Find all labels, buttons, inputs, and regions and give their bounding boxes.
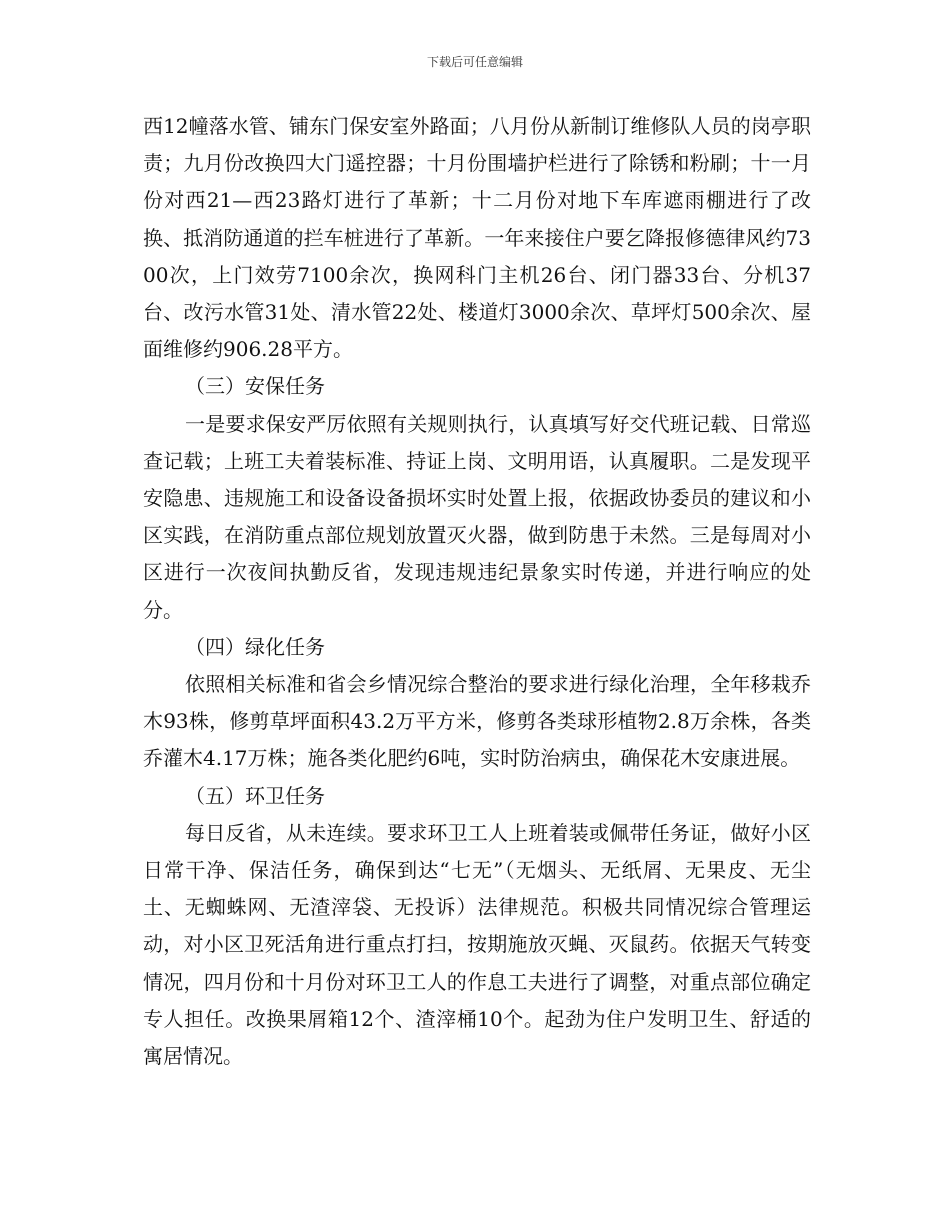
section-heading-greening: （四）绿化任务	[185, 634, 325, 659]
paragraph-maintenance-summary: 西12幢落水管、铺东门保安室外路面；八月份从新制订维修队人员的岗亭职责；九月份改换四大门遥控器；十月份围墙护栏进行了除锈和粉刷；十一月份对西21—西23路灯进行了革新；十二月份对地下车库遮雨棚进行了改换、抵消防通道的拦车桩进行了革新。一年来接住户要乞降报修德律风约7300次，上门效劳7100余次，换网科门主机26台、闭门器33台、分机37台、改污水管31处、清水管22处、楼道灯3000余次、草坪灯500余次、屋面维修约906.28平方。	[143, 114, 811, 362]
section-heading-sanitation: （五）环卫任务	[185, 783, 325, 808]
page-header: 下载后可任意编辑	[426, 55, 523, 69]
section-heading-security: （三）安保任务	[185, 374, 325, 399]
paragraph-security: 一是要求保安严厉依照有关规则执行，认真填写好交代班记载、日常巡查记载；上班工夫着装标准、持证上岗、文明用语，认真履职。二是发现平安隐患、违规施工和设备设备损坏实时处置上报，依据政协委员的建议和小区实践，在消防重点部位规划放置灭火器，做到防患于未然。三是每周对小区进行一次夜间执勤反省，发现违规违纪景象实时传递，并进行响应的处分。	[143, 411, 811, 622]
paragraph-sanitation: 每日反省，从未连续。要求环卫工人上班着装或佩带任务证，做好小区日常干净、保洁任务，确保到达“七无”（无烟头、无纸屑、无果皮、无尘土、无蜘蛛网、无渣滓袋、无投诉）法律规范。积极共同情况综合管理运动，对小区卫死活角进行重点打扫，按期施放灭蝇、灭鼠药。依据天气转变情况，四月份和十月份对环卫工人的作息工夫进行了调整，对重点部位确定专人担任。改换果屑箱12个、渣滓桶10个。起劲为住户发明卫生、舒适的寓居情况。	[143, 820, 811, 1069]
paragraph-greening: 依照相关标准和省会乡情况综合整治的要求进行绿化治理，全年移栽乔木93株，修剪草坪面积43.2万平方米，修剪各类球形植物2.8万余株，各类乔灌木4.17万株；施各类化肥约6吨，实时防治病虫，确保花木安康进展。	[143, 672, 811, 771]
document-body	[143, 108, 811, 1075]
